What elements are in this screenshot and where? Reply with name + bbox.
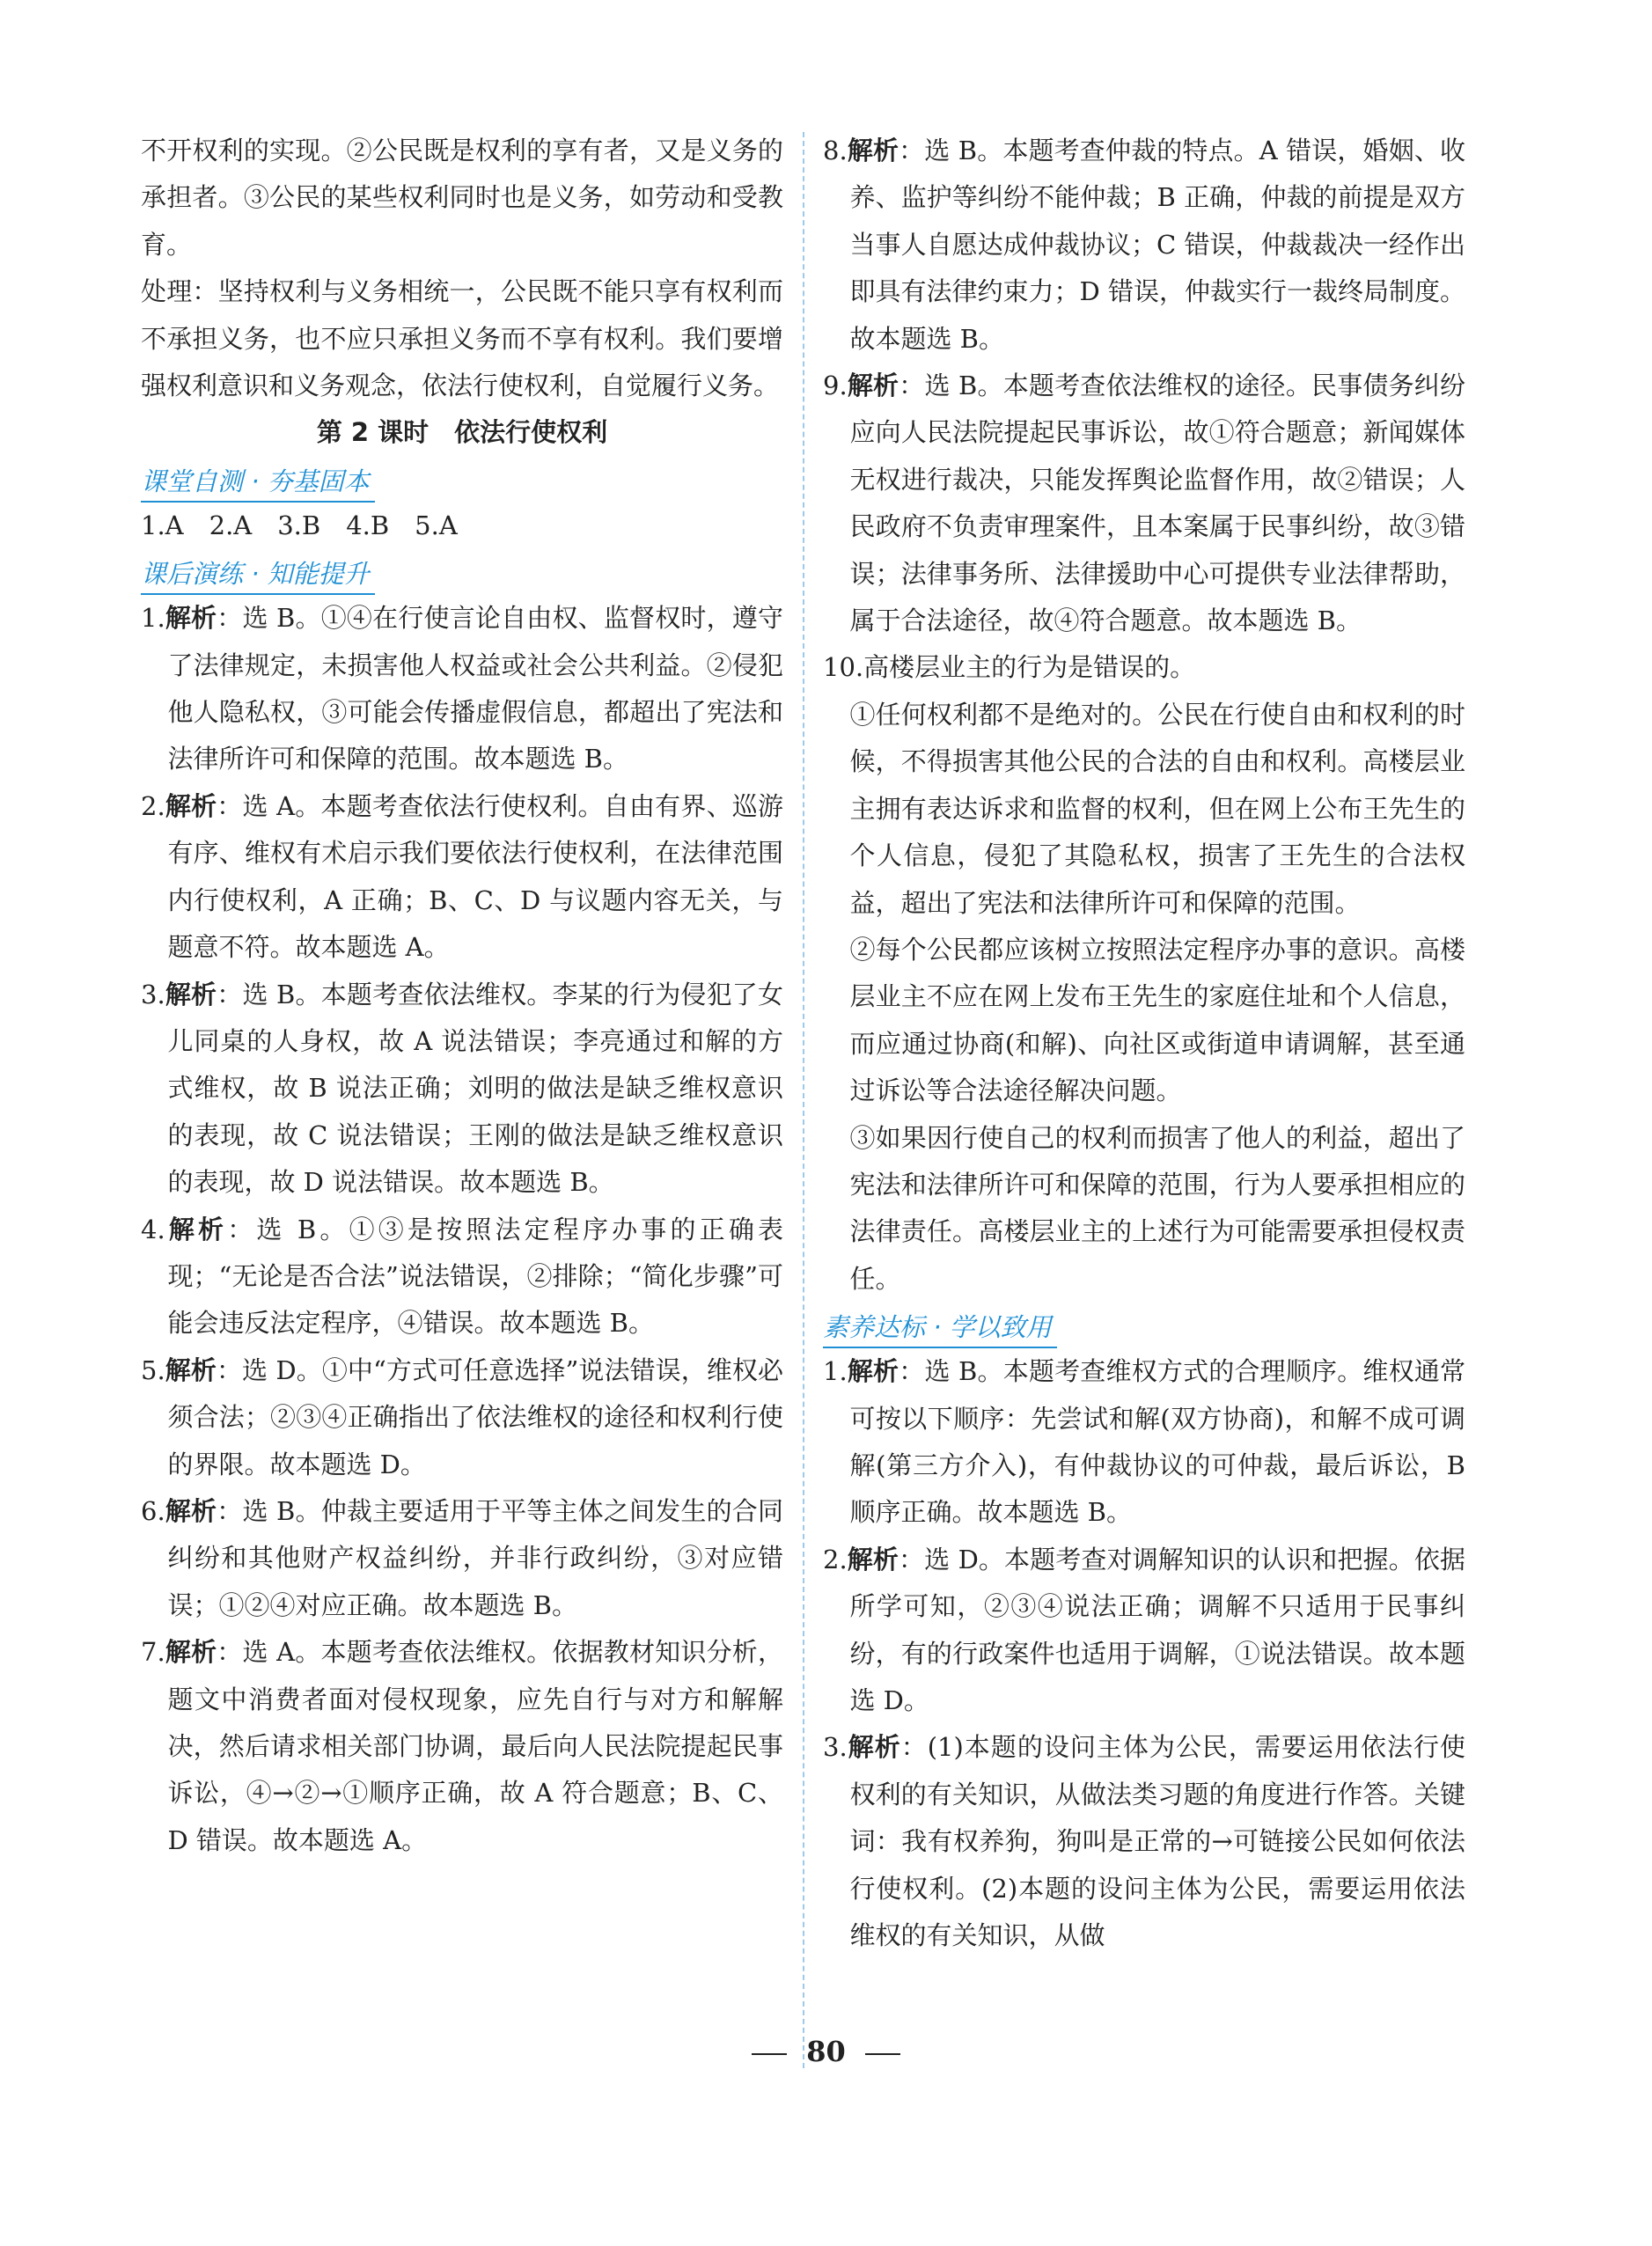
list-item: 3.解析：(1)本题的设问主体为公民，需要运用依法行使权利的有关知识，从做法类习题的角度进行作答。关键词：我有权养狗，狗叫是正常的→可链接公民如何依法行使权利。(2)本题的设问主体为公民，需要运用依法维权的有关知识，从做 — [823, 1732, 1465, 1951]
list-item: 1.解析：选 B。本题考查维权方式的合理顺序。维权通常可按以下顺序：先尝试和解(双方协商)，和解不成可调解(第三方介入)，有仲裁协议的可仲裁，最后诉讼，B 顺序正确。故本题选 B。 — [823, 1356, 1465, 1528]
list-item: 7.解析：选 A。本题考查依法维权。依据教材知识分析，题文中消费者面对侵权现象，应先自行与对方和解解决，然后请求相关部门协调，最后向人民法院提起民事诉讼，④→②→①顺序正确，故 A 符合题意；B、C、D 错误。故本题选 A。 — [141, 1637, 783, 1855]
question-10-point: ③如果因行使自己的权利而损害了他人的利益，超出了宪法和法律所许可和保障的范围，行为人要承担相应的法律责任。高楼层业主的上述行为可能需要承担侵权责任。 — [849, 1122, 1465, 1294]
section-heading-after-class: 课后演练 · 知能提升 — [141, 551, 375, 595]
paragraph-continuation: 不开权利的实现。②公民既是权利的享有者，又是义务的承担者。③公民的某些权利同时也是义务，如劳动和受教育。 — [141, 136, 783, 260]
list-item: 9.解析：选 B。本题考查依法维权的途径。民事债务纠纷应向人民法院提起民事诉讼，故①符合题意；新闻媒体无权进行裁决，只能发挥舆论监督作用，故②错误；人民政府不负责审理案件，且本案属于民事纠纷，故③错误；法律事务所、法律援助中心可提供专业法律帮助，属于合法途径，故④符合题意。故本题选 B。 — [823, 371, 1465, 636]
list-item: 1.解析：选 B。①④在行使言论自由权、监督权时，遵守了法律规定，未损害他人权益或社会公共利益。②侵犯他人隐私权，③可能会传播虚假信息，都超出了宪法和法律所许可和保障的范围。故本题选 B。 — [141, 603, 783, 774]
section-heading-literacy: 素养达标 · 学以致用 — [823, 1304, 1057, 1348]
answer-key: 1.A 2.A 3.B 4.B 5.A — [141, 510, 458, 540]
list-item: 2.解析：选 A。本题考查依法行使权利。自由有界、巡游有序、维权有术启示我们要依法行使权利，在法律范围内行使权利，A 正确；B、C、D 与议题内容无关，与题意不符。故本题选 A。 — [141, 790, 783, 963]
page-number: 80 — [0, 2035, 1652, 2068]
question-10-point: ①任何权利都不是绝对的。公民在行使自由和权利的时候，不得损害其他公民的合法的自由和权利。高楼层业主拥有表达诉求和监督的权利，但在网上公布王先生的个人信息，侵犯了其隐私权，损害了王先生的合法权益，超出了宪法和法律所许可和保障的范围。 — [849, 699, 1465, 918]
left-column — [141, 128, 783, 1864]
list-item: 6.解析：选 B。仲裁主要适用于平等主体之间发生的合同纠纷和其他财产权益纠纷，并非行政纠纷，③对应错误；①②④对应正确。故本题选 B。 — [141, 1495, 783, 1620]
section-heading-classroom-test: 课堂自测 · 夯基固本 — [141, 459, 375, 503]
question-10-point: ②每个公民都应该树立按照法定程序办事的意识。高楼层业主不应在网上发布王先生的家庭住址和个人信息，而应通过协商(和解)、向社区或街道申请调解，甚至通过诉讼等合法途径解决问题。 — [849, 934, 1465, 1106]
question-10-heading: 10.高楼层业主的行为是错误的。 — [823, 652, 1196, 683]
list-item: 8.解析：选 B。本题考查仲裁的特点。A 错误，婚姻、收养、监护等纠纷不能仲裁；B 正确，仲裁的前提是双方当事人自愿达成仲裁协议；C 错误，仲裁裁决一经作出即具有法律约束力；D 错误，仲裁实行一裁终局制度。故本题选 B。 — [823, 136, 1465, 354]
list-item: 5.解析：选 D。①中“方式可任意选择”说法错误，维权必须合法；②③④正确指出了依法维权的途径和权利行使的界限。故本题选 D。 — [141, 1354, 783, 1479]
lesson-title: 第 2 课时 依法行使权利 — [316, 417, 608, 448]
column-divider — [803, 132, 804, 2068]
list-item: 3.解析：选 B。本题考查依法维权。李某的行为侵犯了女儿同桌的人身权，故 A 说法错误；李亮通过和解的方式维权，故 B 说法正确；刘明的做法是缺乏维权意识的表现，故 C 说法错误；王刚的做法是缺乏维权意识的表现，故 D 说法错误。故本题选 B。 — [141, 979, 783, 1198]
paragraph-handling: 处理：坚持权利与义务相统一，公民既不能只享有权利而不承担义务，也不应只承担义务而不享有权利。我们要增强权利意识和义务观念，依法行使权利，自觉履行义务。 — [141, 276, 783, 401]
list-item: 4.解析：选 B。①③是按照法定程序办事的正确表现；“无论是否合法”说法错误，②排除；“简化步骤”可能会违反法定程序，④错误。故本题选 B。 — [141, 1214, 783, 1339]
right-column — [823, 128, 1465, 1959]
list-item: 2.解析：选 D。本题考查对调解知识的认识和把握。依据所学可知，②③④说法正确；调解不只适用于民事纠纷，有的行政案件也适用于调解，①说法错误。故本题选 D。 — [823, 1544, 1465, 1715]
